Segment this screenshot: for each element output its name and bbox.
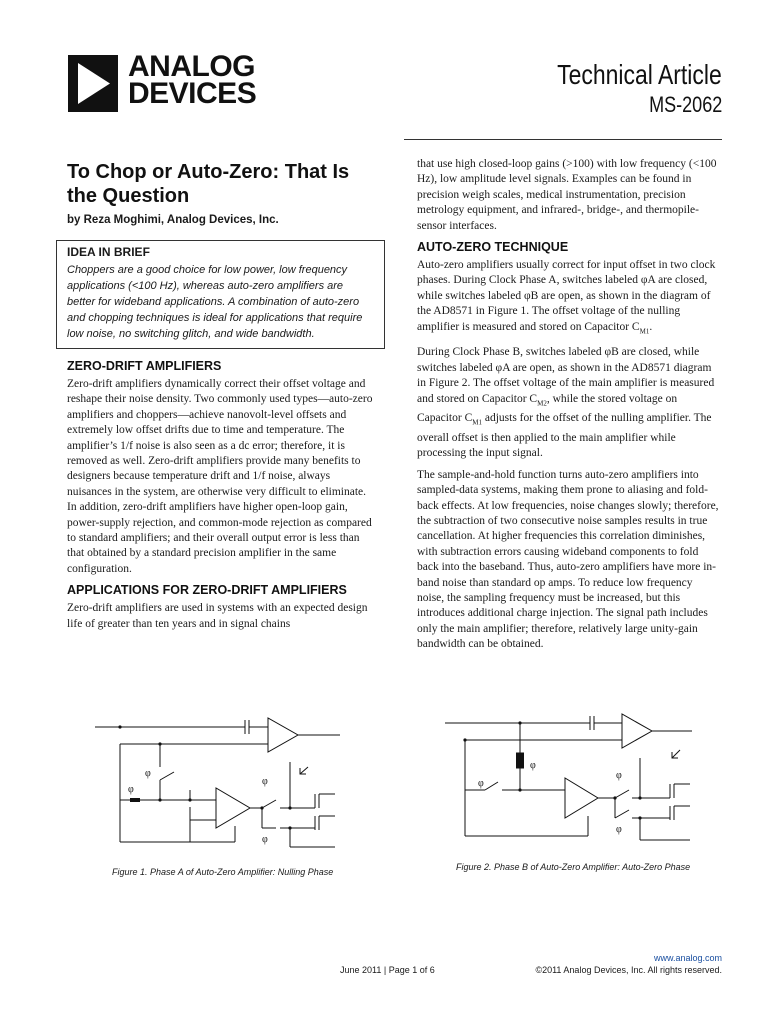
title-line2: the Question: [67, 185, 190, 207]
az-p2-text-a: During Clock Phase B, switches labeled φB are closed, while switches labeled φA are open, as shown in the AD8571 diagram in Figure 2. The offset voltage of the main amplifier is measured and stored on Capacitor C: [417, 346, 715, 405]
paragraph-applications: Zero-drift amplifiers are used in systems with an expected design life of greater than ten years and in signal chains: [67, 602, 368, 630]
document-type: Technical Article: [557, 59, 722, 90]
az-p1-end: .: [649, 320, 653, 333]
logo-text: [128, 50, 257, 110]
title-line1: To Chop or Auto-Zero: That Is: [67, 161, 350, 183]
az-p1-text: Auto-zero amplifiers usually correct for input offset in two clock phases. During Clock Phase A, switches labeled φA are closed, while switches labeled φB are open, as shown in the diagram of the AD8571 in Figure 1. The offset voltage of the nulling amplifier is measured and stored on Capacitor C: [417, 259, 716, 333]
heading-zero-drift: ZERO-DRIFT AMPLIFIERS: [67, 359, 222, 373]
heading-auto-zero: AUTO-ZERO TECHNIQUE: [417, 240, 569, 255]
logo-triangle-icon: [68, 55, 118, 112]
footer-copyright: ©2011 Analog Devices, Inc. All rights reserved.: [535, 965, 722, 975]
fig1-phi-label-3: φ: [262, 776, 268, 787]
fig1-phi-label-2: φ: [128, 784, 134, 795]
heading-applications: APPLICATIONS FOR ZERO-DRIFT AMPLIFIERS: [67, 583, 347, 598]
article-title: [67, 160, 377, 208]
az-p1-sub: M1: [639, 326, 650, 335]
paragraph-applications-continued: that use high closed-loop gains (>100) with low frequency (<100 Hz), low amplitude level signals. Examples can be found in precision weigh scales, medical instrumentation, precision metrology equipment, and infrared-, bridge-, and thermopile-sensor interfaces.: [417, 158, 717, 232]
figure-2-circuit-diagram: [440, 708, 700, 853]
logo-text-line2: DEVICES: [128, 77, 257, 110]
paragraph-auto-zero-2: [417, 345, 722, 461]
paragraph-zero-drift: Zero-drift amplifiers dynamically correct their offset voltage and reshape their noise density. Two commonly used types—auto-zero amplifiers and choppers—achieve nanovolt-level offsets and extremely low offset drifts due to time and temperature. The amplifier’s 1/f noise is also seen as a dc error; therefore, it is removed as well. Zero-drift amplifiers provide many benefits to designers because temperature drift and 1/f noise, always nuisances in the system, are otherwise very difficult to eliminate. In addition, zero-drift amplifiers have higher open-loop gain, power-supply rejection, and common-mode rejection as compared to standard amplifiers; and their overall output error is less than that obtained by a standard precision amplifier in the same configuration.: [67, 378, 373, 575]
footer-date-page: June 2011 | Page 1 of 6: [340, 965, 435, 975]
idea-in-brief-box: [56, 240, 385, 349]
fig2-phi-label-1: φ: [478, 778, 484, 789]
idea-box-body: Choppers are a good choice for low power, low frequency applications (<100 Hz), whereas auto-zero amplifiers are better for wideband applications. A combination of auto-zero and chopping techniques is ideal for applications that require low noise, no switching glitch, and wide bandwidth.: [67, 264, 363, 340]
byline: by Reza Moghimi, Analog Devices, Inc.: [67, 214, 279, 226]
analog-devices-logo: [68, 50, 278, 115]
az-p2-text-c: adjusts for the offset of the nulling amplifier. The overall offset is then applied to the main amplifier while processing the input signal.: [417, 412, 712, 460]
fig2-phi-label-2: φ: [530, 760, 536, 771]
figure-2-caption: Figure 2. Phase B of Auto-Zero Amplifier: Auto-Zero Phase: [456, 862, 691, 872]
fig2-phi-label-4: φ: [616, 824, 622, 835]
fig1-phi-label-4: φ: [262, 834, 268, 845]
figure-1-caption: Figure 1. Phase A of Auto-Zero Amplifier: Nulling Phase: [112, 867, 334, 877]
fig1-phi-label-1: φ: [145, 768, 151, 779]
document-number: MS-2062: [648, 92, 722, 117]
az-p2-text-b: , while the stored voltage on Capacitor C: [417, 392, 678, 425]
idea-box-title: IDEA IN BRIEF: [67, 245, 150, 259]
logo-text-line1: ANALOG: [128, 50, 255, 83]
right-column: [417, 157, 722, 659]
az-p2-sub2: M1: [472, 418, 482, 427]
fig2-phi-label-3: φ: [616, 770, 622, 781]
figure-1-circuit-diagram: [90, 712, 350, 857]
paragraph-auto-zero-1: [417, 258, 722, 339]
az-p2-sub1: M2: [537, 398, 547, 407]
paragraph-auto-zero-3: The sample-and-hold function turns auto-zero amplifiers into sampled-data systems, making them prone to aliasing and fold-back effects. At low frequencies, noise changes slowly; therefore, the subtraction of two consecutive noise samples results in true cancellation. At higher frequencies this correlation diminishes, with subtraction errors causing wideband components to fold back into the baseband. Thus, auto-zero amplifiers have more in-band noise than standard op amps. To reduce low frequency noise, the sampling frequency must be increased, but this introduces additional charge injection. The signal path includes only the main amplifier; therefore, relatively large unity-gain bandwidth can be obtained.: [417, 468, 719, 651]
header-divider: [404, 139, 722, 140]
left-column: [67, 160, 377, 638]
footer-website-link[interactable]: www.analog.com: [653, 953, 722, 963]
